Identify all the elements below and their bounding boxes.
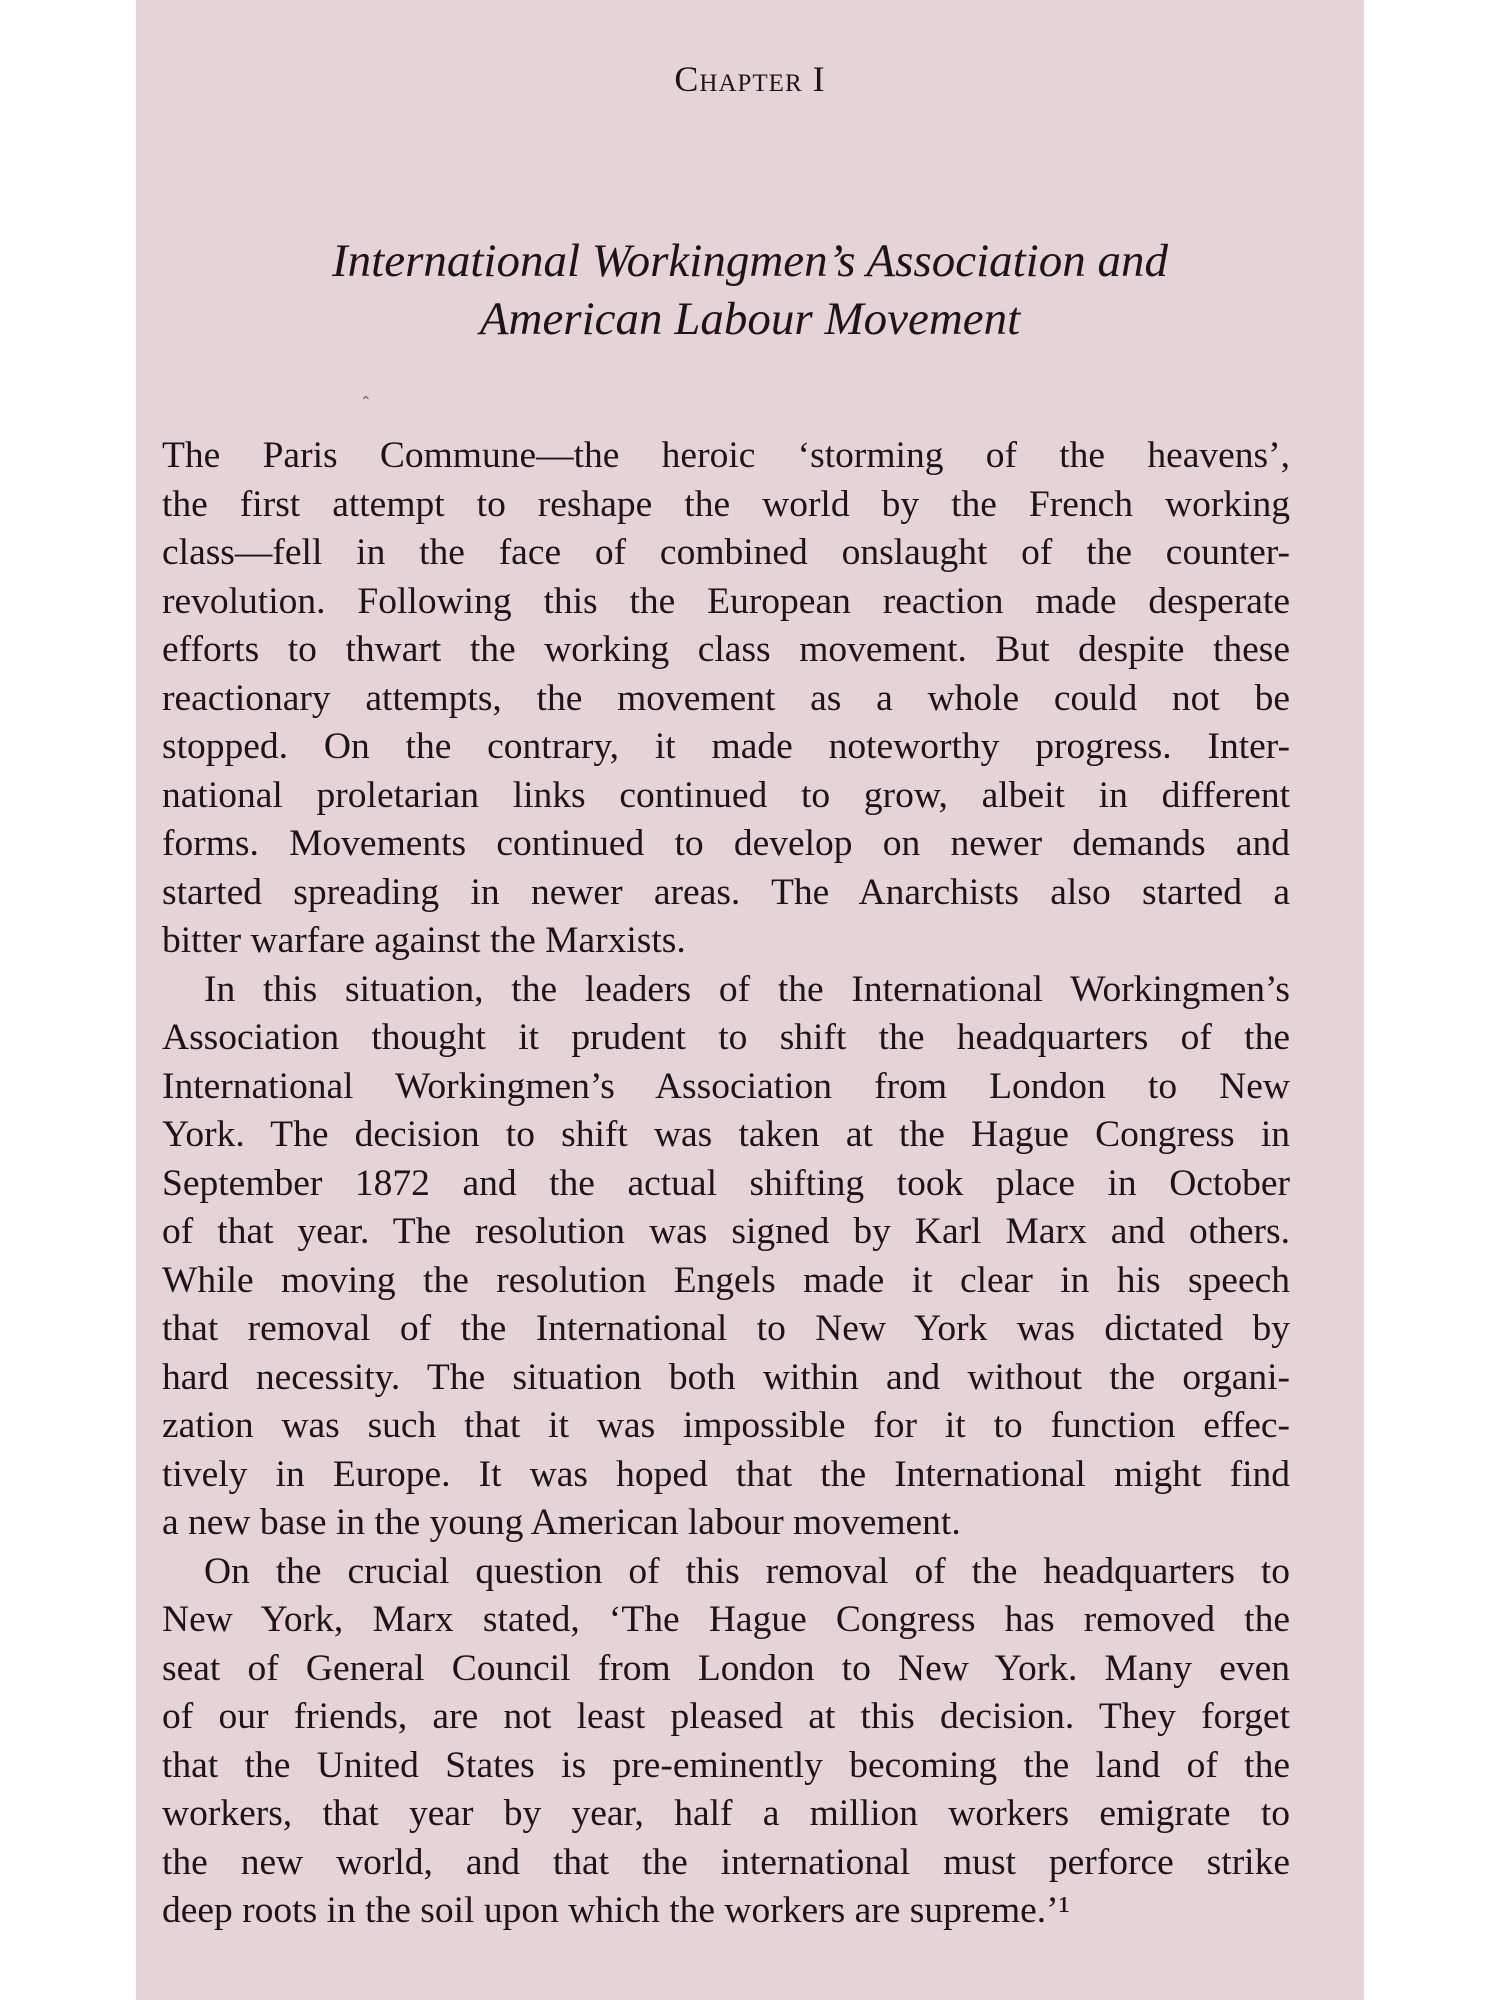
book-page xyxy=(136,0,1364,2000)
text-line: bitter warfare against the Marxists. xyxy=(162,920,686,961)
text-line: of that year. The resolution was signed by Karl Marx and others. xyxy=(162,1211,1290,1252)
text-line: New York, Marx stated, ‘The Hague Congress has removed the xyxy=(162,1599,1290,1640)
text-line: of our friends, are not least pleased at this decision. They forget xyxy=(162,1696,1290,1737)
print-speck: ⌃ xyxy=(360,394,372,410)
text-line: September 1872 and the actual shifting took place in October xyxy=(162,1162,1290,1204)
text-line: stopped. On the contrary, it made noteworthy progress. Inter- xyxy=(162,726,1290,767)
text-line: started spreading in newer areas. The Anarchists also started a xyxy=(162,871,1290,913)
text-line: that the United States is pre-eminently becoming the land of the xyxy=(162,1744,1290,1786)
text-line: class—fell in the face of combined onslaught of the counter- xyxy=(162,532,1290,573)
text-line: zation was such that it was impossible for it to function effec- xyxy=(162,1405,1290,1446)
text-line: On the crucial question of this removal of the headquarters to xyxy=(204,1550,1290,1592)
text-line: workers, that year by year, half a million workers emigrate to xyxy=(162,1793,1290,1834)
text-line: tively in Europe. It was hoped that the International might find xyxy=(162,1453,1290,1495)
text-line: York. The decision to shift was taken at the Hague Congress in xyxy=(162,1114,1290,1155)
text-line: national proletarian links continued to grow, albeit in different xyxy=(162,774,1290,816)
text-line: In this situation, the leaders of the International Workingmen’s xyxy=(204,968,1290,1010)
text-line: revolution. Following this the European reaction made desperate xyxy=(162,580,1290,622)
text-line: that removal of the International to New York was dictated by xyxy=(162,1308,1290,1349)
chapter-title xyxy=(136,232,1364,348)
text-line: seat of General Council from London to New York. Many even xyxy=(162,1647,1290,1689)
text-line: the first attempt to reshape the world by the French working xyxy=(162,483,1290,525)
text-line: reactionary attempts, the movement as a whole could not be xyxy=(162,677,1290,719)
chapter-title-line: International Workingmen’s Association and xyxy=(332,235,1168,287)
text-line: forms. Movements continued to develop on newer demands and xyxy=(162,823,1290,864)
text-line: deep roots in the soil upon which the workers are supreme.’¹ xyxy=(162,1890,1070,1931)
text-line: Association thought it prudent to shift the headquarters of the xyxy=(162,1017,1290,1058)
chapter-title-line: American Labour Movement xyxy=(479,293,1021,345)
text-line: hard necessity. The situation both within and without the organi- xyxy=(162,1356,1290,1398)
text-line: International Workingmen’s Association from London to New xyxy=(162,1065,1290,1107)
text-line: While moving the resolution Engels made it clear in his speech xyxy=(162,1259,1290,1301)
text-line: a new base in the young American labour movement. xyxy=(162,1502,961,1543)
text-line: the new world, and that the international must perforce strike xyxy=(162,1841,1290,1883)
body-text xyxy=(162,432,1290,1936)
chapter-heading: Chapter I xyxy=(674,59,826,99)
text-line: The Paris Commune—the heroic ‘storming of the heavens’, xyxy=(162,435,1290,476)
text-line: efforts to thwart the working class movement. But despite these xyxy=(162,629,1290,670)
